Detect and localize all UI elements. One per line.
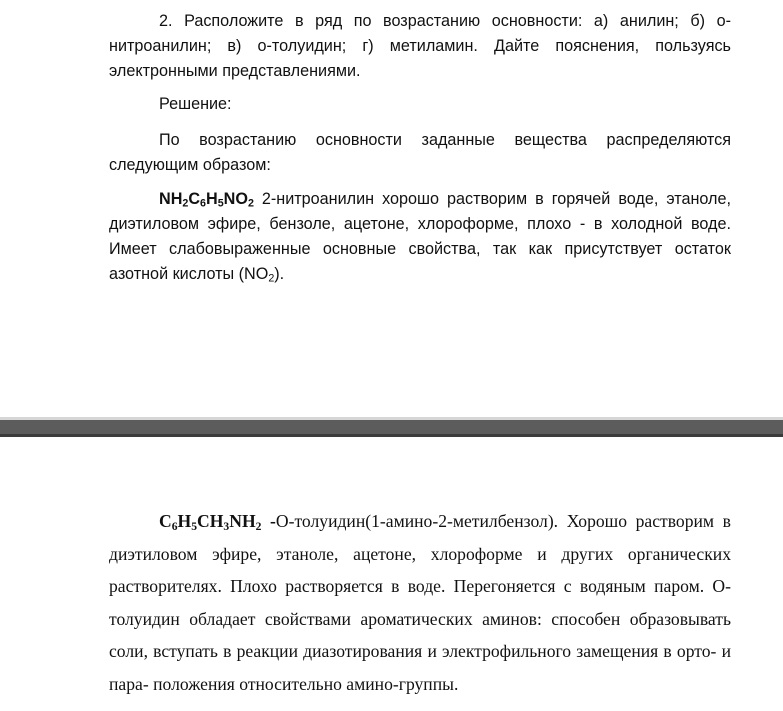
document-page-bottom [0, 437, 783, 711]
task-paragraph: 2. Расположите в ряд по возрастанию основности: а) анилин; б) о-нитроанилин; в) о-толуидин; г) метиламин. Дайте пояснения, пользуясь электронными представлениями. [109, 12, 731, 80]
toluidine-formula: $C_6H_5CH_3NH_2$ - [159, 511, 276, 533]
intro-paragraph: По возрастанию основности заданные вещества распределяются следующим образом: [109, 131, 731, 174]
toluidine-paragraph [109, 505, 731, 700]
page-separator [0, 420, 783, 437]
toluidine-text: О-толуидин(1-амино-2-метилбензол). Хорошо растворим в диэтиловом эфире, этаноле, ацетоне, хлороформе и других органических растворителях. Плохо растворяется в воде. Перегоняется с водяным паром. О-толуидин обладает свойствами ароматических аминов: способен образовывать соли, вступать в реакции диазотирования и электрофильного замещения в орто- и пара- положения относительно амино-группы. [109, 511, 731, 694]
nitroaniline-text: 2-нитроанилин хорошо растворим в горячей воде, этаноле, диэтиловом эфире, бензоле, ацетоне, хлороформе, плохо - в холодной воде. Имеет слабовыраженные основные свойства, так как присутствует остаток азотной кислоты (NO [109, 190, 731, 283]
solution-label: Решение: [159, 95, 232, 113]
nitroaniline-formula: $NH_2C_6H_5NO_2$ [159, 190, 254, 210]
nitroaniline-paragraph: $NH_2C_6H_5NO_2$ 2-нитроанилин хорошо растворим в горячей воде, этаноле, диэтиловом эфире, бензоле, ацетоне, хлороформе, плохо - в холодной воде. Имеет слабовыраженные основные свойства, так как присутствует остаток азотной кислоты $(NO_2)$. [109, 190, 731, 285]
